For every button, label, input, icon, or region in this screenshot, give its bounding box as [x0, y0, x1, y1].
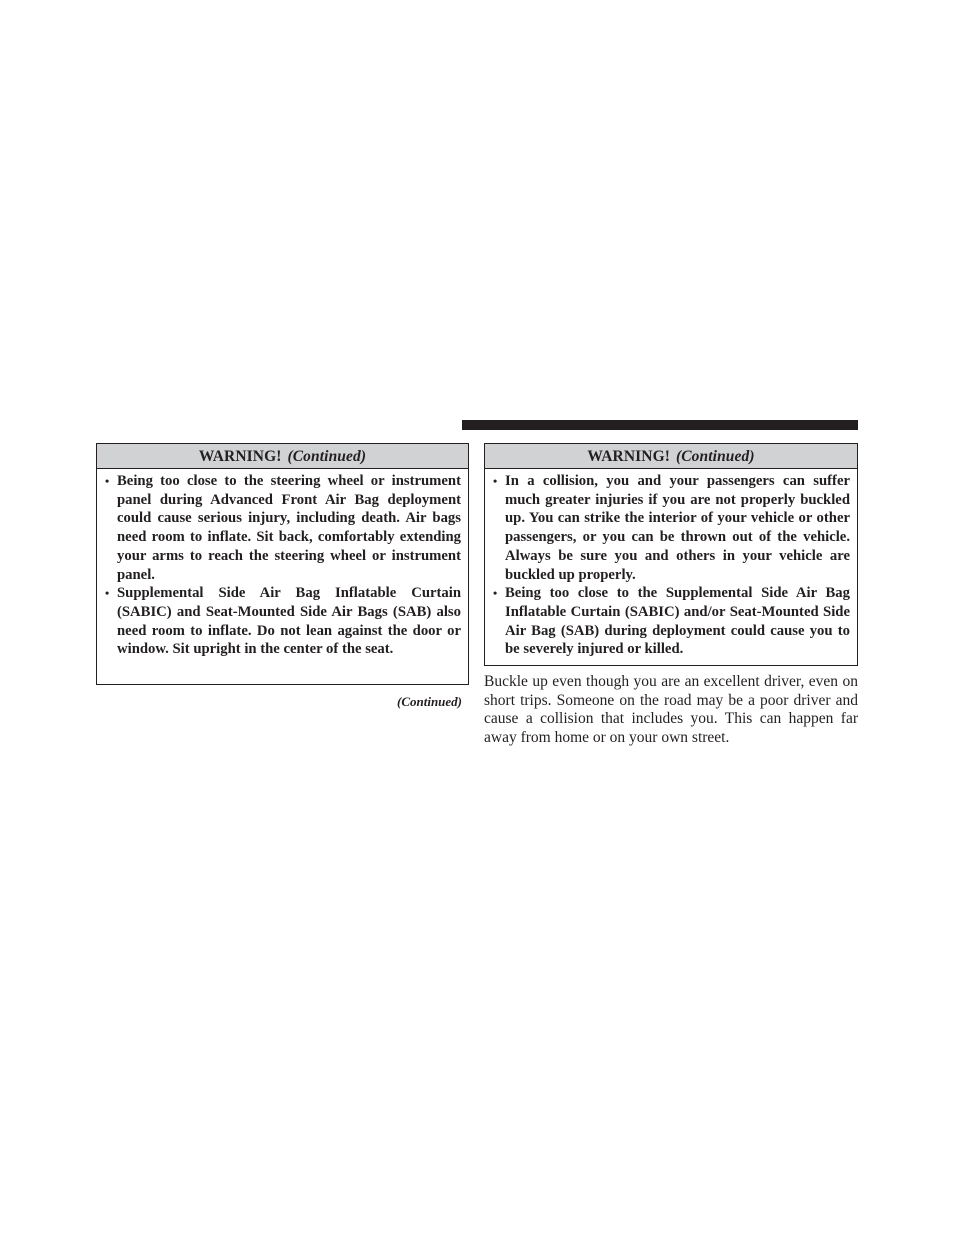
warning-header-right [485, 444, 857, 469]
warning-title-continued: (Continued) [287, 448, 367, 465]
warning-box-left [96, 443, 469, 685]
warning-item [105, 584, 461, 659]
warning-box-right [484, 443, 858, 666]
warning-item-text: In a collision, you and your passengers can suffer much greater injuries if you are not properly buckled up. You can strike the interior of your vehicle or other passengers, or you can be thrown out of the vehicle. Always be sure you and others in your vehicle are buckled up properly. [505, 473, 850, 583]
warning-header-left [97, 444, 468, 469]
warning-list-left [97, 469, 468, 659]
bullet-icon: • [105, 474, 110, 488]
bullet-icon: • [493, 474, 498, 488]
body-paragraph: Buckle up even though you are an excellent driver, even on short trips. Someone on the road may be a poor driver and cause a collision that includes you. This can happen far away from home or on your own street. [484, 673, 858, 747]
warning-item-text: Being too close to the Supplemental Side Air Bag Inflatable Curtain (SABIC) and/or Seat-Mounted Side Air Bag (SAB) during deployment could cause you to be severely injured or killed. [505, 585, 850, 658]
warning-item [105, 472, 461, 584]
warning-item [493, 472, 850, 584]
warning-title: WARNING! [587, 448, 670, 465]
warning-item-text: Being too close to the steering wheel or instrument panel during Advanced Front Air Bag deployment could cause serious injury, including death. Air bags need room to inflate. Sit back, comfortably extending your arms to reach the steering wheel or instrument panel. [117, 473, 461, 583]
warning-title-continued: (Continued) [675, 448, 755, 465]
warning-item [493, 584, 850, 659]
warning-item-text: Supplemental Side Air Bag Inflatable Curtain (SABIC) and Seat-Mounted Side Air Bags (SAB) also need room to inflate. Do not lean against the door or window. Sit upright in the center of the seat. [117, 585, 461, 658]
continued-note: (Continued) [396, 694, 462, 709]
warning-title: WARNING! [198, 448, 282, 465]
section-header-rule [462, 420, 858, 430]
bullet-icon: • [493, 586, 498, 601]
bullet-icon: • [105, 586, 110, 601]
warning-list-right [485, 469, 857, 659]
